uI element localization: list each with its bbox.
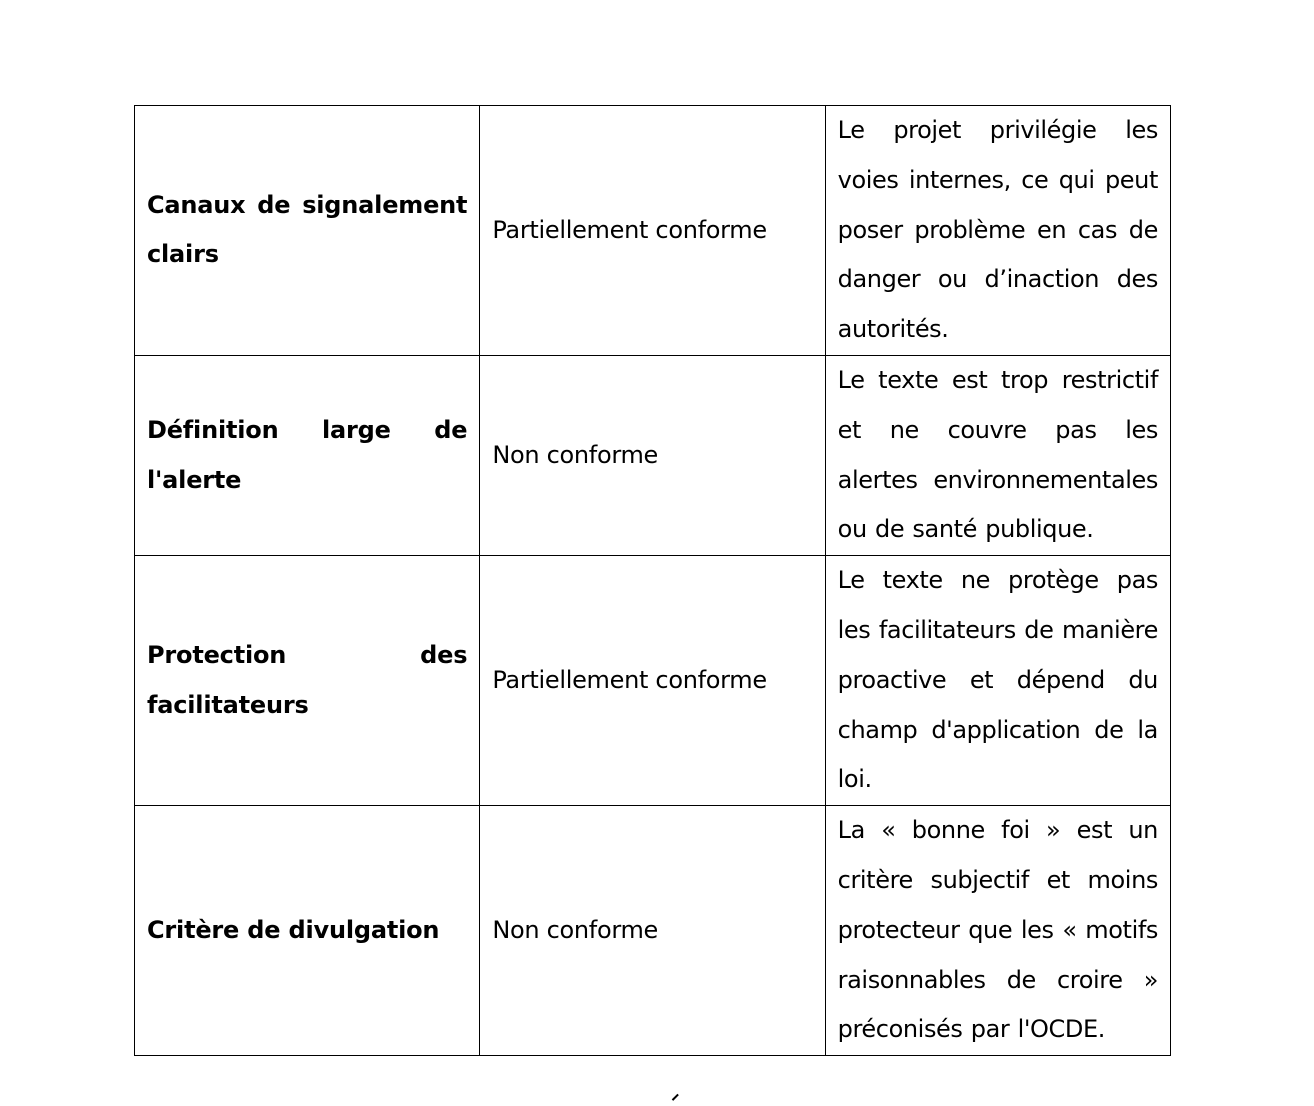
comment-cell: Le texte ne protège pas les facilitateurs de manière proactive et dépend du champ d'application de la loi. <box>825 556 1170 806</box>
compliance-table <box>134 105 1171 1056</box>
table-row <box>135 806 1171 1056</box>
status-cell: Non conforme <box>480 355 825 555</box>
criterion-cell: Définition large de l'alerte <box>135 355 480 555</box>
criterion-cell: Protection des facilitateurs <box>135 556 480 806</box>
table-row <box>135 556 1171 806</box>
criterion-cell: Canaux de signalement clairs <box>135 106 480 356</box>
comment-cell: La « bonne foi » est un critère subjectif et moins protecteur que les « motifs raisonnables de croire » préconisés par l'OCDE. <box>825 806 1170 1056</box>
comment-cell: Le texte est trop restrictif et ne couvre pas les alertes environnementales ou de santé publique. <box>825 355 1170 555</box>
comment-cell: Le projet privilégie les voies internes, ce qui peut poser problème en cas de danger ou d’inaction des autorités. <box>825 106 1170 356</box>
status-cell: Non conforme <box>480 806 825 1056</box>
page-accent-mark <box>672 1094 680 1102</box>
status-cell: Partiellement conforme <box>480 106 825 356</box>
criterion-cell: Critère de divulgation <box>135 806 480 1056</box>
table-row <box>135 106 1171 356</box>
status-cell: Partiellement conforme <box>480 556 825 806</box>
table-row <box>135 355 1171 555</box>
